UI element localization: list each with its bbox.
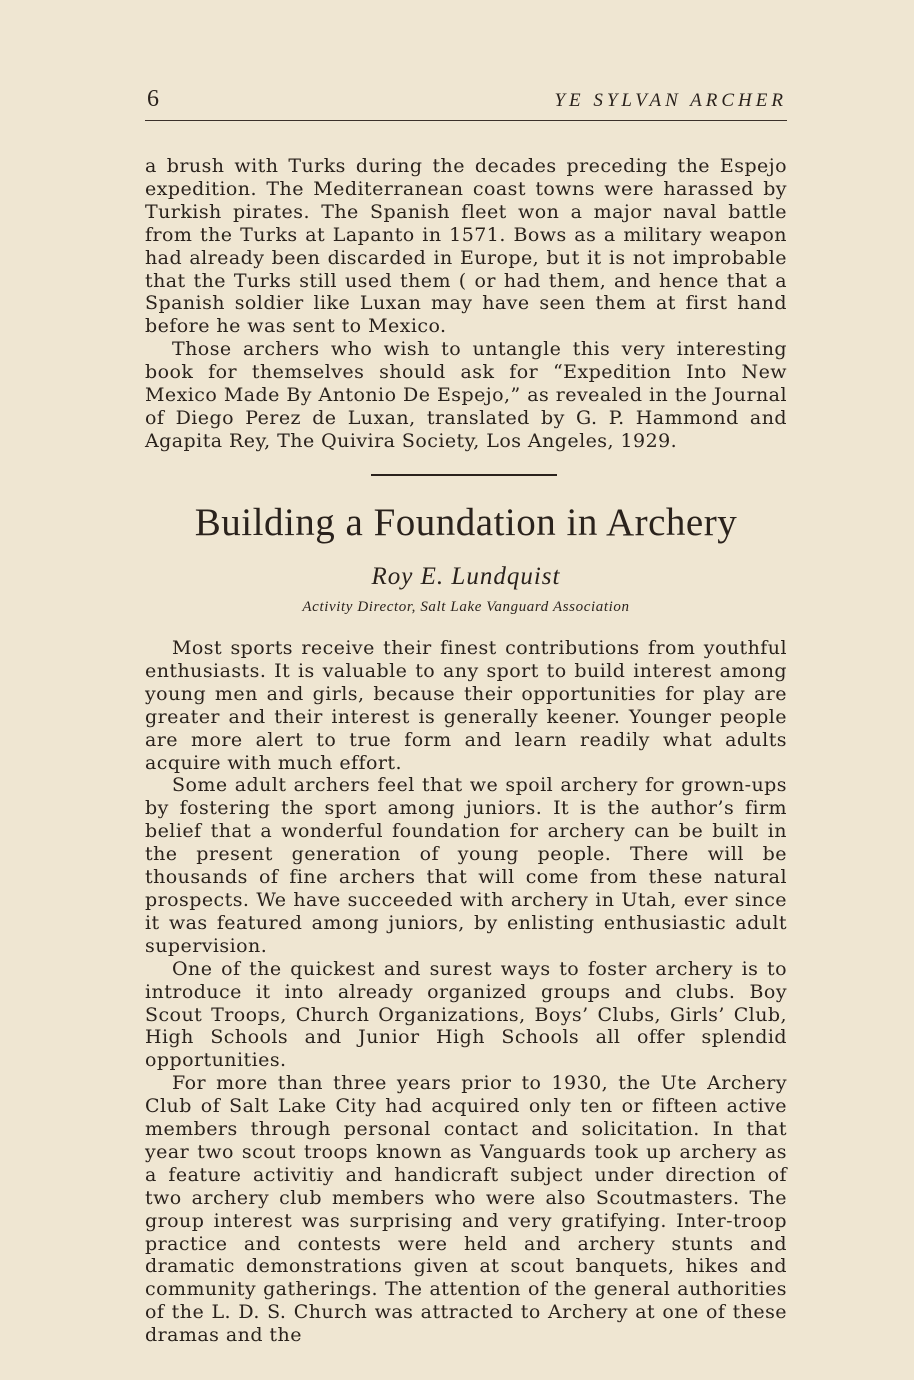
article-author: Roy E. Lundquist <box>371 563 561 590</box>
page-header <box>145 86 787 121</box>
section-divider <box>371 474 557 476</box>
paragraph: Some adult archers feel that we spoil archery for grown-ups by fostering the sport among juniors. It is the author’s firm belief that a wonderful foundation for archery can be built in the present generation of young people. There will be thousands of fine archers that will come from these natural prospects. We have succeeded with archery in Utah, ever since it was featured among juniors, by enlisting enthusiastic adult supervision. <box>145 774 787 957</box>
running-head: YE SYLVAN ARCHER <box>554 90 787 111</box>
continued-article-text <box>145 155 787 453</box>
paragraph: One of the quickest and surest ways to foster archery is to introduce it into already organized groups and clubs. Boy Scout Troops, Church Organizations, Boys’ Clubs, Girls’ Club, High Schools and Junior High Schools all offer splendid opportunities. <box>145 957 787 1072</box>
author-affiliation: Activity Director, Salt Lake Vanguard Association <box>302 599 630 615</box>
page-number: 6 <box>147 86 159 112</box>
paragraph: a brush with Turks during the decades preceding the Espejo expedition. The Mediterranean coast towns were harassed by Turkish pirates. The Spanish fleet won a major naval battle from the Turks at Lapanto in 1571. Bows as a military weapon had already been discarded in Europe, but it is not improbable that the Turks still used them ( or had them, and hence that a Spanish soldier like Luxan may have seen them at first hand before he was sent to Mexico. <box>145 155 787 338</box>
paragraph: Most sports receive their finest contributions from youthful enthusiasts. It is valuable to any sport to build interest among young men and girls, because their opportunities for play are greater and their interest is generally keener. Younger people are more alert to true form and learn readily what adults acquire with much effort. <box>145 637 787 774</box>
paragraph: Those archers who wish to untangle this very interesting book for themselves should ask for “Expedition Into New Mexico Made By Antonio De Espejo,” as revealed in the Journal of Diego Perez de Luxan, translated by G. P. Hammond and Agapita Rey, The Quivira Society, Los Angeles, 1929. <box>145 338 787 452</box>
paragraph: For more than three years prior to 1930, the Ute Archery Club of Salt Lake City had acquired only ten or fifteen active members through personal contact and solicitation. In that year two scout troops known as Vanguards took up archery as a feature activitiy and handicraft subject under direction of two archery club members who were also Scoutmasters. The group interest was surprising and very gratifying. Inter-troop practice and contests were held and archery stunts and dramatic demonstrations given at scout banquets, hikes and community gatherings. The attention of the general authorities of the L. D. S. Church was attracted to Archery at one of these dramas and the <box>145 1072 787 1347</box>
article-body <box>145 637 787 1347</box>
article-title: Building a Foundation in Archery <box>194 501 738 544</box>
